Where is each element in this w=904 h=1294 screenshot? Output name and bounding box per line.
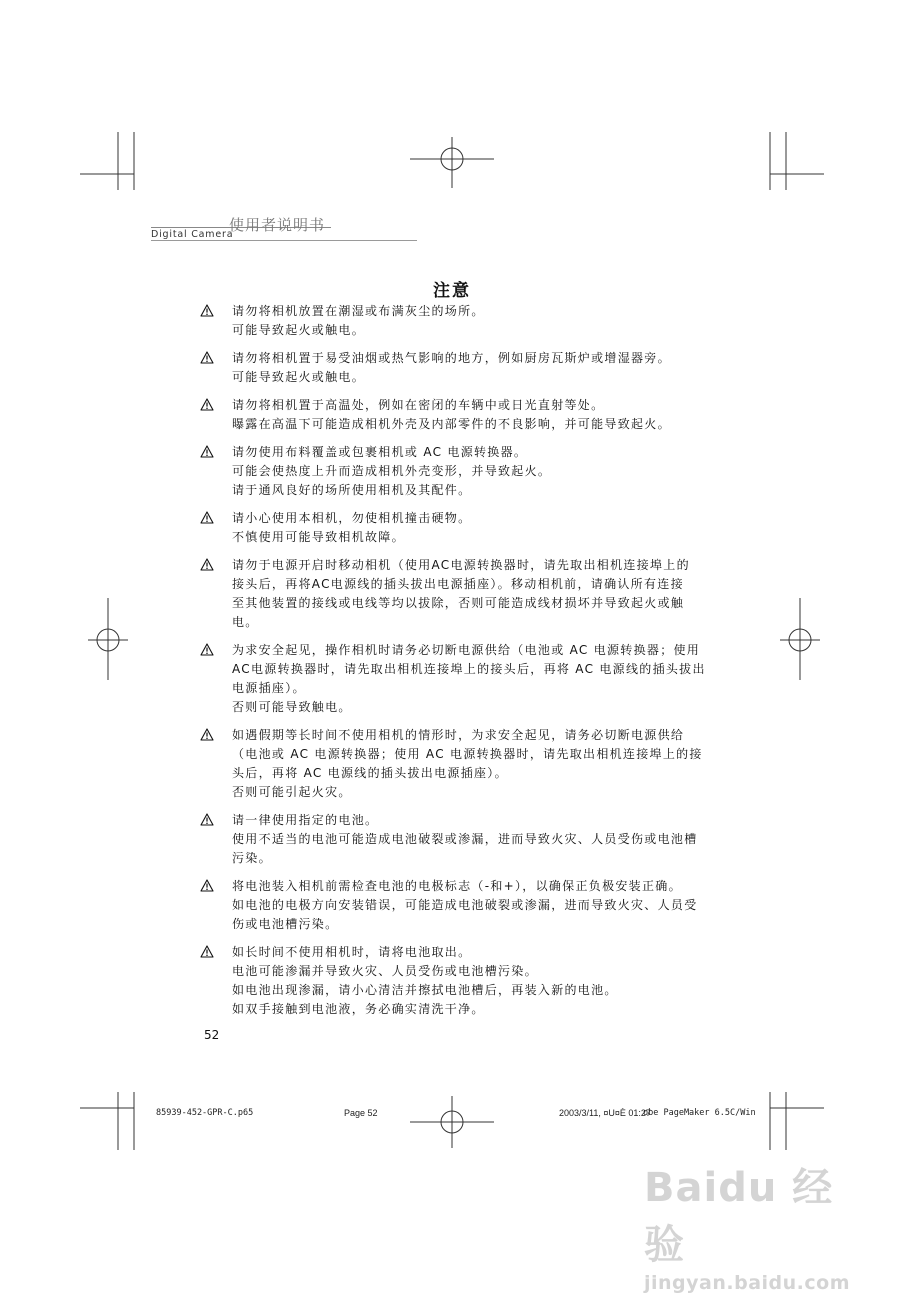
warning-line: （电池或 AC 电源转换器；使用 AC 电源转换器时，请先取出相机连接埠上的接 — [232, 747, 703, 761]
warning-line: 可能导致起火或触电。 — [232, 370, 366, 384]
warning-icon — [200, 726, 232, 802]
warning-item — [200, 509, 720, 547]
warning-text — [232, 877, 720, 934]
warning-line: 请勿于电源开启时移动相机（使用AC电源转换器时，请先取出相机连接埠上的 — [232, 558, 690, 572]
warning-text — [232, 302, 720, 340]
warning-item — [200, 349, 720, 387]
watermark-url: jingyan.baidu.com — [644, 1272, 850, 1294]
warning-line: 如电池的电极方向安装错误，可能造成电池破裂或渗漏，进而导致火灾、人员受 — [232, 898, 698, 912]
warning-icon — [200, 556, 232, 632]
warning-line: 请勿将相机置于高温处，例如在密闭的车辆中或日光直射等处。 — [232, 398, 605, 412]
warning-line: 头后，再将 AC 电源线的插头拔出电源插座）。 — [232, 766, 508, 780]
warning-line: 使用不适当的电池可能造成电池破裂或渗漏，进而导致火灾、人员受伤或电池槽 — [232, 832, 698, 846]
warning-item — [200, 811, 720, 868]
warning-line: 请勿将相机置于易受油烟或热气影响的地方，例如厨房瓦斯炉或增湿器旁。 — [232, 351, 671, 365]
footer-date: 2003/3/11, ¤U¤È 01:27 — [559, 1108, 651, 1118]
warning-line: 请勿将相机放置在潮湿或布满灰尘的场所。 — [232, 304, 485, 318]
warning-text — [232, 396, 720, 434]
header-subtitle: Digital Camera — [151, 229, 234, 240]
warning-line: 否则可能引起火灾。 — [232, 785, 352, 799]
warning-icon — [200, 349, 232, 387]
warning-line: AC电源转换器时，请先取出相机连接埠上的接头后，再将 AC 电源线的插头拔出 — [232, 662, 706, 676]
warning-item — [200, 302, 720, 340]
warning-text — [232, 726, 720, 802]
header-title: 使用者说明书 — [229, 216, 326, 234]
warning-line: 电。 — [232, 615, 259, 629]
warning-icon — [200, 443, 232, 500]
warning-icon — [200, 641, 232, 717]
warning-text — [232, 349, 720, 387]
warning-line: 请一律使用指定的电池。 — [232, 813, 379, 827]
warning-item — [200, 443, 720, 500]
warning-icon — [200, 396, 232, 434]
warning-line: 可能导致起火或触电。 — [232, 323, 366, 337]
warning-icon — [200, 302, 232, 340]
warning-line: 至其他装置的接线或电线等均以拔除，否则可能造成线材损坏并导致起火或触 — [232, 596, 685, 610]
warning-item — [200, 641, 720, 717]
warning-icon — [200, 943, 232, 1019]
warning-line: 电源插座）。 — [232, 681, 306, 695]
warning-line: 如遇假期等长时间不使用相机的情形时，为求安全起见，请务必切断电源供给 — [232, 728, 685, 742]
warning-item — [200, 396, 720, 434]
header-rule — [151, 240, 417, 241]
warning-text — [232, 943, 720, 1019]
warning-text — [232, 811, 720, 868]
warning-line: 请于通风良好的场所使用相机及其配件。 — [232, 483, 472, 497]
warning-item — [200, 556, 720, 632]
warning-text — [232, 641, 720, 717]
warning-line: 不慎使用可能导致相机故障。 — [232, 530, 405, 544]
page-number: 52 — [204, 1028, 220, 1042]
warning-item — [200, 877, 720, 934]
warning-line: 如双手接触到电池液，务必确实清洗干净。 — [232, 1002, 485, 1016]
footer-file: 85939-452-GPR-C.p65 — [156, 1108, 254, 1118]
watermark-brand: Baidu 经验 — [644, 1165, 834, 1268]
footer-page: Page 52 — [344, 1108, 378, 1118]
warning-item — [200, 943, 720, 1019]
notice-title: 注意 — [433, 281, 471, 301]
warning-line: 曝露在高温下可能造成相机外壳及内部零件的不良影响，并可能导致起火。 — [232, 417, 671, 431]
watermark — [644, 1156, 850, 1294]
warning-line: 将电池装入相机前需检查电池的电极标志（-和+），以确保正负极安装正确。 — [232, 879, 682, 893]
warning-line: 污染。 — [232, 851, 272, 865]
footer-app: obe PageMaker 6.5C/Win — [643, 1108, 756, 1118]
warning-text — [232, 556, 720, 632]
warning-line: 可能会使热度上升而造成相机外壳变形，并导致起火。 — [232, 464, 552, 478]
warning-line: 为求安全起见，操作相机时请务必切断电源供给（电池或 AC 电源转换器；使用 — [232, 643, 701, 657]
warning-line: 接头后，再将AC电源线的插头拔出电源插座）。移动相机前，请确认所有连接 — [232, 577, 684, 591]
warning-line: 伤或电池槽污染。 — [232, 917, 339, 931]
warning-text — [232, 443, 720, 500]
warning-icon — [200, 811, 232, 868]
warning-line: 如电池出现渗漏，请小心清洁并擦拭电池槽后，再装入新的电池。 — [232, 983, 618, 997]
warning-line: 如长时间不使用相机时，请将电池取出。 — [232, 945, 472, 959]
warning-line: 电池可能渗漏并导致火灾、人员受伤或电池槽污染。 — [232, 964, 538, 978]
warning-icon — [200, 509, 232, 547]
warning-line: 请小心使用本相机，勿使相机撞击硬物。 — [232, 511, 472, 525]
warning-item — [200, 726, 720, 802]
warning-line: 请勿使用布料覆盖或包裹相机或 AC 电源转换器。 — [232, 445, 528, 459]
warning-line: 否则可能导致触电。 — [232, 700, 352, 714]
warning-text — [232, 509, 720, 547]
warning-icon — [200, 877, 232, 934]
warning-list — [200, 302, 720, 1028]
